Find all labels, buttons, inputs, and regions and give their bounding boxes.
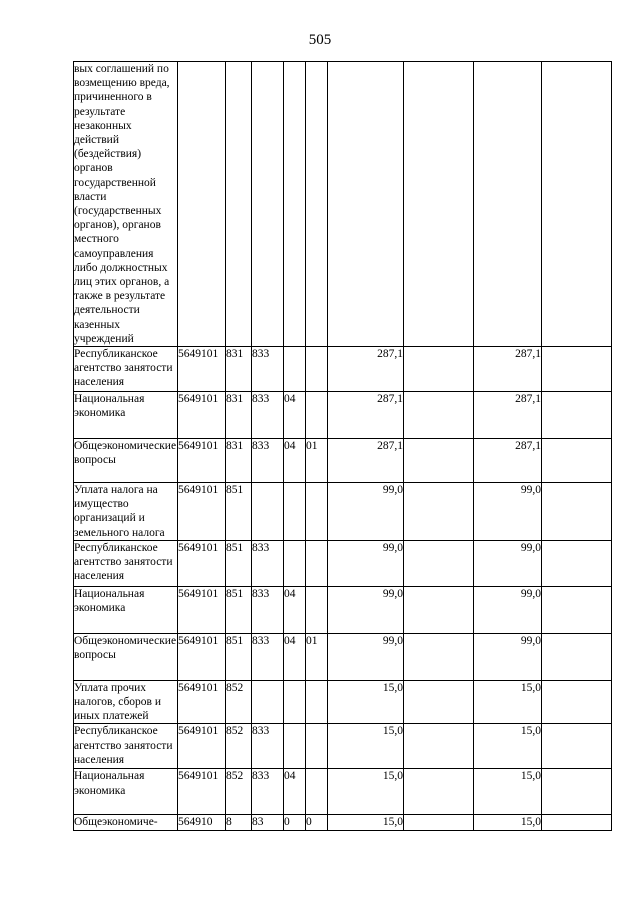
row-empty-2 <box>542 586 612 633</box>
row-pr <box>306 62 328 347</box>
row-pr <box>306 769 328 815</box>
row-vr: 852 <box>226 769 252 815</box>
row-pr <box>306 392 328 439</box>
row-code: 5649101 <box>178 439 226 483</box>
row-sum-1 <box>328 62 404 347</box>
row-empty-2 <box>542 439 612 483</box>
row-empty-1 <box>404 540 474 586</box>
row-vr: 831 <box>226 392 252 439</box>
row-name: Республиканское агентство занятости населения <box>74 540 178 586</box>
row-rz <box>284 347 306 392</box>
row-sum-1: 15,0 <box>328 769 404 815</box>
row-empty-1 <box>404 815 474 830</box>
row-sum-2: 99,0 <box>474 633 542 680</box>
row-pr <box>306 724 328 769</box>
row-min: 833 <box>252 586 284 633</box>
row-code: 5649101 <box>178 392 226 439</box>
row-pr: 01 <box>306 633 328 680</box>
row-empty-2 <box>542 392 612 439</box>
row-code: 5649101 <box>178 347 226 392</box>
row-sum-1: 287,1 <box>328 439 404 483</box>
row-empty-1 <box>404 347 474 392</box>
row-min <box>252 62 284 347</box>
row-sum-1: 287,1 <box>328 392 404 439</box>
row-vr: 852 <box>226 724 252 769</box>
row-rz: 0 <box>284 815 306 830</box>
row-code: 5649101 <box>178 483 226 541</box>
row-empty-1 <box>404 439 474 483</box>
row-sum-1: 15,0 <box>328 680 404 724</box>
row-name: Республиканское агентство занятости населения <box>74 724 178 769</box>
row-empty-1 <box>404 483 474 541</box>
table-row <box>74 483 612 541</box>
row-pr: 0 <box>306 815 328 830</box>
row-min <box>252 680 284 724</box>
row-vr: 831 <box>226 439 252 483</box>
row-sum-1: 99,0 <box>328 633 404 680</box>
row-code: 564910 <box>178 815 226 830</box>
row-empty-1 <box>404 769 474 815</box>
row-sum-1: 99,0 <box>328 540 404 586</box>
row-name: Общеэкономические вопросы <box>74 439 178 483</box>
row-code: 5649101 <box>178 724 226 769</box>
row-empty-2 <box>542 724 612 769</box>
row-pr <box>306 586 328 633</box>
row-vr: 851 <box>226 586 252 633</box>
row-empty-2 <box>542 815 612 830</box>
row-pr <box>306 540 328 586</box>
row-min: 83 <box>252 815 284 830</box>
row-empty-2 <box>542 347 612 392</box>
row-sum-2: 15,0 <box>474 815 542 830</box>
table-row <box>74 62 612 347</box>
row-sum-2 <box>474 62 542 347</box>
row-empty-1 <box>404 62 474 347</box>
row-min: 833 <box>252 633 284 680</box>
table-row <box>74 633 612 680</box>
row-rz <box>284 680 306 724</box>
row-sum-2: 287,1 <box>474 347 542 392</box>
table-row <box>74 724 612 769</box>
row-rz <box>284 724 306 769</box>
row-min: 833 <box>252 540 284 586</box>
table-row <box>74 392 612 439</box>
row-min: 833 <box>252 439 284 483</box>
row-vr <box>226 62 252 347</box>
row-sum-1: 287,1 <box>328 347 404 392</box>
row-sum-2: 287,1 <box>474 392 542 439</box>
row-pr: 01 <box>306 439 328 483</box>
row-code: 5649101 <box>178 680 226 724</box>
row-min: 833 <box>252 392 284 439</box>
row-code: 5649101 <box>178 769 226 815</box>
row-sum-2: 99,0 <box>474 540 542 586</box>
table-row <box>74 680 612 724</box>
row-name: Национальная экономика <box>74 586 178 633</box>
row-rz: 04 <box>284 586 306 633</box>
row-name: Уплата налога на имущество организаций и земельного налога <box>74 483 178 541</box>
row-sum-2: 15,0 <box>474 680 542 724</box>
row-rz: 04 <box>284 439 306 483</box>
row-vr: 851 <box>226 633 252 680</box>
table-row <box>74 439 612 483</box>
row-min: 833 <box>252 769 284 815</box>
row-min: 833 <box>252 347 284 392</box>
row-min <box>252 483 284 541</box>
row-vr: 851 <box>226 483 252 541</box>
row-sum-2: 15,0 <box>474 769 542 815</box>
row-empty-1 <box>404 586 474 633</box>
row-vr: 852 <box>226 680 252 724</box>
row-sum-1: 15,0 <box>328 815 404 830</box>
table-row <box>74 540 612 586</box>
row-empty-1 <box>404 724 474 769</box>
row-empty-1 <box>404 633 474 680</box>
row-sum-2: 99,0 <box>474 483 542 541</box>
row-name: Республиканское агентство занятости населения <box>74 347 178 392</box>
row-rz: 04 <box>284 633 306 680</box>
row-empty-2 <box>542 680 612 724</box>
row-vr: 8 <box>226 815 252 830</box>
row-name: Уплата прочих налогов, сборов и иных платежей <box>74 680 178 724</box>
row-empty-1 <box>404 392 474 439</box>
row-sum-1: 15,0 <box>328 724 404 769</box>
table-row <box>74 347 612 392</box>
row-code <box>178 62 226 347</box>
row-rz <box>284 540 306 586</box>
row-code: 5649101 <box>178 540 226 586</box>
row-name: Общеэкономиче- <box>74 815 178 830</box>
table-row <box>74 769 612 815</box>
row-code: 5649101 <box>178 586 226 633</box>
row-name: Национальная экономика <box>74 392 178 439</box>
row-empty-2 <box>542 769 612 815</box>
row-vr: 851 <box>226 540 252 586</box>
row-min: 833 <box>252 724 284 769</box>
row-vr: 831 <box>226 347 252 392</box>
row-sum-2: 99,0 <box>474 586 542 633</box>
row-code: 5649101 <box>178 633 226 680</box>
row-sum-1: 99,0 <box>328 586 404 633</box>
row-name: Национальная экономика <box>74 769 178 815</box>
table-row <box>74 586 612 633</box>
row-sum-2: 287,1 <box>474 439 542 483</box>
row-empty-1 <box>404 680 474 724</box>
row-empty-2 <box>542 483 612 541</box>
row-rz <box>284 62 306 347</box>
row-empty-2 <box>542 633 612 680</box>
row-rz <box>284 483 306 541</box>
row-sum-1: 99,0 <box>328 483 404 541</box>
row-rz: 04 <box>284 392 306 439</box>
row-pr <box>306 680 328 724</box>
row-empty-2 <box>542 540 612 586</box>
row-rz: 04 <box>284 769 306 815</box>
row-name: вых соглашений по возмещению вреда, причиненного в результате незаконных действий (бездействия) органов государственной власти (государственных органов), органов местного самоуправления либо должностных лиц этих органов, а также в результате деятельности казенных учреждений <box>74 62 178 347</box>
page-number: 505 <box>308 32 332 48</box>
row-pr <box>306 347 328 392</box>
table-row <box>74 815 612 830</box>
budget-table <box>73 61 612 831</box>
row-name: Общеэкономические вопросы <box>74 633 178 680</box>
row-empty-2 <box>542 62 612 347</box>
row-pr <box>306 483 328 541</box>
row-sum-2: 15,0 <box>474 724 542 769</box>
